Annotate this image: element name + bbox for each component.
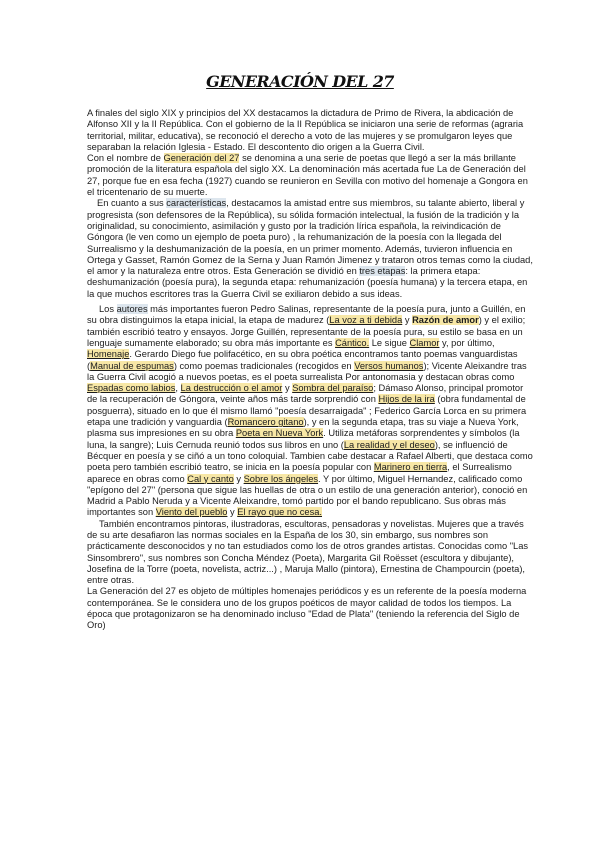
work-title: Viento del pueblo xyxy=(155,507,228,518)
paragraph-text: ), y en la segunda etapa, tras su viaje a Nueva York, plasma sus impresiones en su obra xyxy=(87,417,519,439)
paragraph-text: Le sigue xyxy=(369,337,410,348)
paragraph-text: . Utiliza metáforas sorprendentes y símbolos (la luna, la sangre); Luis Cernuda reunió todos sus libros en uno ( xyxy=(87,428,520,450)
paragraph-text: . Y por último, Miguel Hernandez, calificado como "epígono del 27" (persona que sigue las huellas de otra o un estilo de una generación anterior), conoció en Madrid a Pablo Neruda y a Vicente Aleixandre, tomó partido por el bando republicano. Sus obras más importantes son xyxy=(87,473,528,518)
work-title: Romancero gitano xyxy=(227,417,304,428)
paragraph-text: y xyxy=(402,315,413,326)
work-title: La realidad y el deseo xyxy=(343,439,435,450)
paragraph-conclusion xyxy=(87,586,533,631)
work-title: Versos humanos xyxy=(354,360,424,371)
work-title: Sombra del paraíso xyxy=(292,383,374,394)
paragraph-text: y xyxy=(233,473,244,484)
paragraph-historical-context xyxy=(87,108,533,153)
paragraph-text: : la primera etapa: deshumanización (poesía pura), la segunda etapa: rehumanización (poesía humana) y la tercera etapa, en la que muchos escritores tras la Guerra Civil se exiliaron debido a sus ideas. xyxy=(87,266,528,299)
document-body xyxy=(87,108,533,632)
paragraph-definition xyxy=(87,153,533,198)
paragraph-las-sinsombrero xyxy=(87,519,533,587)
paragraph-text: En cuanto a sus xyxy=(97,198,167,209)
paragraph-text: (obra fundamental de posguerra), situado en lo que él mismo llamó "poesía desarraigada" ; Federico García Lorca en su primera etapa une tradición y vanguardia ( xyxy=(87,394,527,428)
paragraph-text: ; Dámaso Alonso, principal promotor de la recuperación de Góngora, veinte años más tarde sorprendió con xyxy=(87,383,524,405)
paragraph-text: La Generación del 27 es objeto de múltiples homenajes periódicos y es un referente de la poesía moderna contemporánea. Se le considera uno de los grupos poéticos de mayor calidad de todos los tiempos. La época que protagonizaron se ha denominado incluso "Edad de Plata" (teniendo la referencia del Siglo de Oro) xyxy=(87,586,527,631)
paragraph-text: se denomina a una serie de poetas que llegó a ser la más brillante promoción de la literatura española del siglo XX. La denominación más acertada fue La de Generación del 27, porque fue en esa fecha (1927) cuando se reunieron en Sevilla con motivo del homenaje a Gongora en el tricentenario de su muerte. xyxy=(87,153,528,198)
paragraph-text: , el Surrealismo aparece en obras como xyxy=(87,462,512,484)
work-title: Homenaje xyxy=(87,349,130,360)
work-title: La voz a ti debida xyxy=(329,315,403,326)
work-title: El rayo que no cesa. xyxy=(237,507,323,518)
work-title: Marinero en tierra xyxy=(373,462,448,473)
highlight-generacion-del-27: Generación del 27 xyxy=(163,153,240,164)
paragraph-text: ) como poemas tradicionales (recogidos en xyxy=(173,360,355,371)
paragraph-text: ), se influenció de Bécquer en poesía y se ciñó a un tono coloquial. Tambien cabe destacar a Rafael Alberti, que destaca como poeta pero también escribió teatro, se inicia en la poesía popular con xyxy=(87,439,533,473)
paragraph-text: ); Vicente Aleixandre tras la Guerra Civil acogió a nuevos poetas, es el poeta surrealista Por antonomasia y destacan obras como xyxy=(87,360,527,382)
paragraph-text: más importantes fueron Pedro Salinas, representante de la poesía pura, junto a Guillén, en su obra distinguimos la etapa inicial, la etapa de madurez ( xyxy=(87,304,526,326)
work-title: Clamor xyxy=(409,337,440,348)
work-title: Hijos de la ira xyxy=(378,394,435,405)
highlight-autores: autores xyxy=(116,304,148,315)
paragraph-text: A finales del siglo XIX y principios del XX destacamos la dictadura de Primo de Rivera, la abdicación de Alfonso XII y la II República. Con el gobierno de la II República se iniciaron una serie de reformas (agraria territorial, militar, educativa), se reconoció el derecho a voto de las mujeres y se promulgaron leyes que separaban la relación Iglesia - Estado. El descontento dio origen a la Guerra Civil. xyxy=(87,108,524,152)
paragraph-text: y, por último, xyxy=(439,337,495,348)
highlight-tres-etapas: tres etapas xyxy=(359,266,406,277)
paragraph-text: . Gerardo Diego fue polifacético, en su obra poética encontramos tanto poemas vanguardistas ( xyxy=(87,349,518,371)
paragraph-text: ) y el exilio; también escribió teatro y ensayos. Jorge Guillén, representante de la poesía pura, su estilo se basa en un lenguaje sumamente elaborado; su obra más importante es xyxy=(87,315,526,348)
work-title: La destrucción o el amor xyxy=(180,383,283,394)
paragraph-text: y xyxy=(227,507,238,518)
work-title: Poeta en Nueva York xyxy=(235,428,324,439)
paragraph-authors xyxy=(87,304,533,519)
highlight-caracteristicas: características xyxy=(166,198,227,209)
paragraph-text: y xyxy=(282,383,293,394)
work-title: Cal y canto xyxy=(187,473,234,484)
paragraph-text: , xyxy=(175,383,181,394)
paragraph-characteristics xyxy=(87,198,533,300)
paragraph-text: Con el nombre de xyxy=(87,153,164,164)
work-title: Espadas como labios xyxy=(87,383,176,394)
paragraph-text: Los xyxy=(99,304,117,315)
paragraph-text: También encontramos pintoras, ilustradoras, escultoras, pensadoras y novelistas. Mujeres que a través de su arte desafiaron las normas sociales en la España de los 30, sin embargo, sus nombres son prácticamente desconocidos y no tan estudiados como los de otros grandes artistas. Conocidas como "Las Sinsombrero", sus nombres son Concha Méndez (Poeta), Margarita Gil Roësset (escultora y dibujante), Josefina de la Torre (poeta, novelista, actriz...) , Maruja Mallo (pintora), Ernestina de Champourcin (poeta), entre otras. xyxy=(87,518,529,586)
work-title: Razón de amor xyxy=(412,315,479,326)
page-title: GENERACIÓN DEL 27 xyxy=(206,72,394,91)
work-title: Cántico. xyxy=(335,337,370,348)
work-title: Sobre los ángeles xyxy=(243,473,319,484)
paragraph-text: , destacamos la amistad entre sus miembros, su talante abierto, liberal y progresista (son defensores de la República), su sólida formación intelectual, la fusión de la tradición y la originalidad, su conocimiento, asimilación y gusto por la tradición lírica española, la reivindicación de Góngora (le ven como un ejemplo de poeta puro) , la rehumanización de la poesía con la llegada del Surrealismo y la deshumanización de la poesía, en un primer momento. Además, tuvieron influencia en Ortega y Gasset, Ramón Gomez de la Serna y Juan Ramón Jimenez y trataron otros temas como la ciudad, el amor y la naturaleza entre otros. Esta Generación se dividió en xyxy=(87,198,533,277)
work-title: Manual de espumas xyxy=(90,360,174,371)
